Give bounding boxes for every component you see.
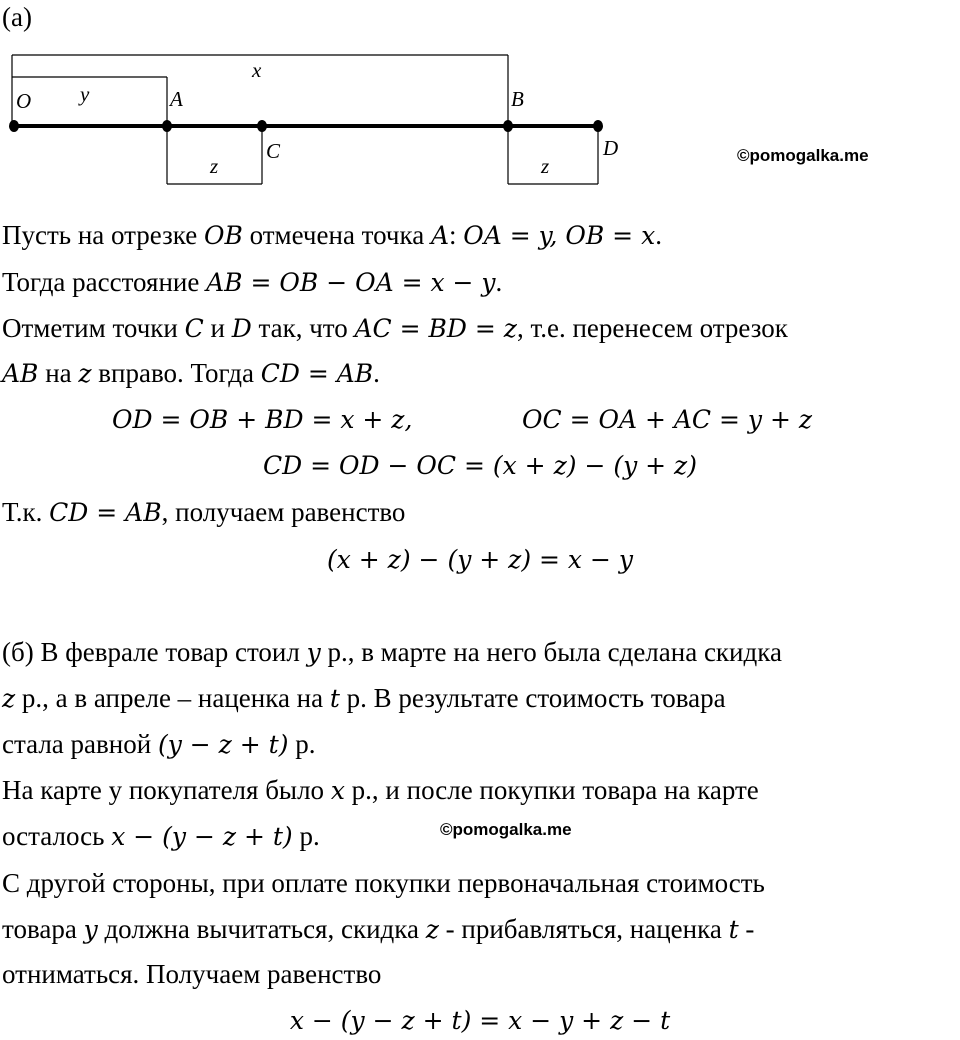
part-a-line-4: AB на z вправо. Тогда CD = AB. <box>2 358 380 388</box>
label-y: y <box>80 82 90 106</box>
part-a-line-1: Пусть на отрезке OB отмечена точка A: OA = y, OB = x. <box>2 220 662 250</box>
part-a-line-2: Тогда расстояние AB = OB − OA = x − y. <box>2 267 503 297</box>
point-d <box>593 120 603 132</box>
part-b-line-5: осталось x − (y − z + t) р. <box>2 821 320 851</box>
part-b-line-3: стала равной (y − z + t) р. <box>2 729 316 759</box>
equation-oc: OC = OA + AC = y + z <box>522 405 813 434</box>
equation-od: OD = OB + BD = x + z, <box>112 405 413 434</box>
label-a: A <box>170 87 183 111</box>
part-a-line-5: Т.к. CD = AB, получаем равенство <box>2 497 406 527</box>
label-d: D <box>603 136 619 160</box>
point-b <box>503 120 513 132</box>
part-a-line-3: Отметим точки C и D так, что AC = BD = z, т.е. перенесем отрезок <box>2 313 788 343</box>
label-z-bd: z <box>541 154 550 178</box>
part-b-line-4: На карте у покупателя было x р., и после покупки товара на карте <box>2 775 759 805</box>
point-a <box>162 120 172 132</box>
watermark-middle: ©pomogalka.me <box>440 820 572 839</box>
part-b-line-7: товара y должна вычитаться, скидка z - прибавляться, наценка t - <box>2 914 755 944</box>
part-b-line-8: отниматься. Получаем равенство <box>2 959 382 989</box>
part-b-line-2: z р., а в апреле – наценка на t р. В результате стоимость товара <box>2 683 726 713</box>
point-c <box>257 120 267 132</box>
equation-result-b: x − (y − z + t) = x − y + z − t <box>289 1006 671 1035</box>
label-b: B <box>511 87 524 111</box>
label-z-ac: z <box>210 154 219 178</box>
watermark-top: ©pomogalka.me <box>737 146 869 165</box>
equation-cd: CD = OD − OC = (x + z) − (y + z) <box>263 451 697 480</box>
part-b-line-1: (б) В феврале товар стоил y р., в марте на него была сделана скидка <box>2 637 782 667</box>
equation-result-a: (x + z) − (y + z) = x − y <box>326 545 633 574</box>
label-c: C <box>266 139 281 163</box>
point-o <box>9 120 19 132</box>
part-b-line-6: С другой стороны, при оплате покупки первоначальная стоимость <box>2 868 765 898</box>
part-a-label: (а) <box>2 2 32 32</box>
segment-diagram <box>0 0 960 200</box>
label-o: O <box>16 89 32 113</box>
label-x: x <box>252 58 262 82</box>
